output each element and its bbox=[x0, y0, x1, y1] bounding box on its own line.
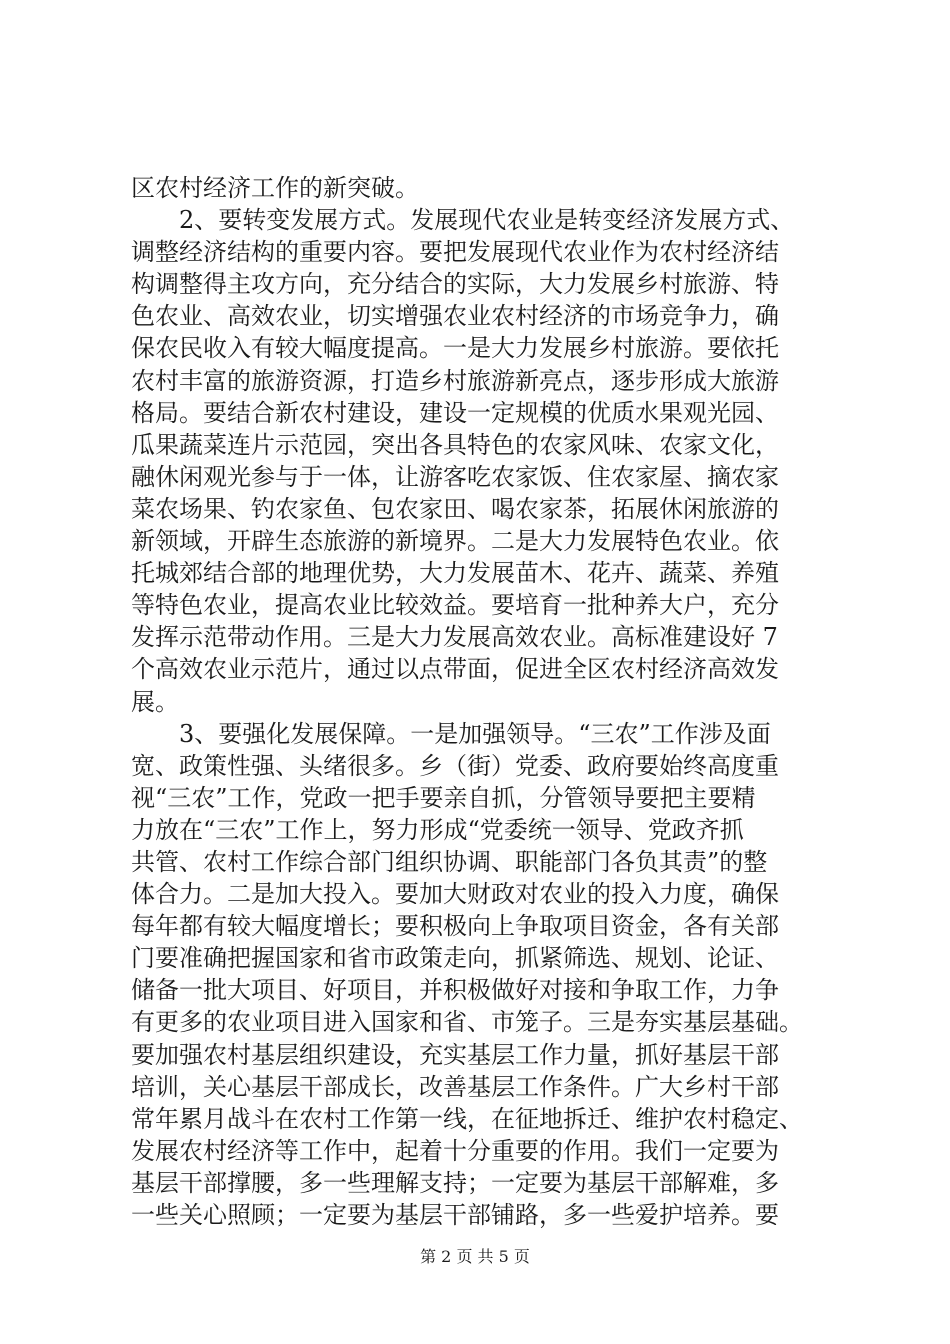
text-line: 个高效农业示范片，通过以点带面，促进全区农村经济高效发 bbox=[131, 655, 779, 684]
text-line: 等特色农业，提高农业比较效益。要培育一批种养大户，充分 bbox=[131, 591, 779, 620]
text-line: 体合力。二是加大投入。要加大财政对农业的投入力度，确保 bbox=[131, 880, 779, 909]
text-line: 共管、农村工作综合部门组织协调、职能部门各负其责”的整 bbox=[131, 847, 768, 876]
text-line: 培训，关心基层干部成长，改善基层工作条件。广大乡村干部 bbox=[131, 1072, 779, 1101]
text-line: 格局。要结合新农村建设，建设一定规模的优质水果观光园、 bbox=[131, 398, 779, 427]
text-line: 保农民收入有较大幅度提高。一是大力发展乡村旅游。要依托 bbox=[131, 334, 779, 363]
page-footer: 第 2 页 共 5 页 bbox=[420, 1247, 530, 1266]
text-line: 托城郊结合部的地理优势，大力发展苗木、花卉、蔬菜、养殖 bbox=[131, 559, 779, 588]
text-line: 每年都有较大幅度增长；要积极向上争取项目资金，各有关部 bbox=[131, 912, 779, 941]
text-line: 视“三农”工作，党政一把手要亲自抓，分管领导要把主要精 bbox=[131, 783, 756, 812]
text-line: 2、要转变发展方式。发展现代农业是转变经济发展方式、 bbox=[179, 206, 795, 235]
text-line: 色农业、高效农业，切实增强农业农村经济的市场竞争力，确 bbox=[131, 302, 779, 331]
text-line: 菜农场果、钓农家鱼、包农家田、喝农家茶，拓展休闲旅游的 bbox=[131, 494, 779, 523]
text-line: 调整经济结构的重要内容。要把发展现代农业作为农村经济结 bbox=[131, 238, 779, 267]
text-line: 一些关心照顾；一定要为基层干部铺路，多一些爱护培养。要 bbox=[131, 1201, 779, 1229]
text-line: 发挥示范带动作用。三是大力发展高效农业。高标准建设好 7 bbox=[131, 623, 778, 652]
text-line: 瓜果蔬菜连片示范园，突出各具特色的农家风味、农家文化， bbox=[131, 430, 779, 459]
text-line: 基层干部撑腰，多一些理解支持；一定要为基层干部解难，多 bbox=[131, 1168, 779, 1197]
text-line: 发展农村经济等工作中，起着十分重要的作用。我们一定要为 bbox=[131, 1136, 779, 1165]
body-text bbox=[131, 172, 831, 1231]
text-line: 储备一批大项目、好项目，并积极做好对接和争取工作，力争 bbox=[131, 976, 779, 1005]
text-line: 3、要强化发展保障。一是加强领导。“三农”工作涉及面 bbox=[179, 719, 771, 748]
text-line: 宽、政策性强、头绪很多。乡（街）党委、政府要始终高度重 bbox=[131, 751, 779, 780]
text-line: 有更多的农业项目进入国家和省、市笼子。三是夯实基层基础。 bbox=[131, 1008, 803, 1037]
text-line: 融休闲观光参与于一体，让游客吃农家饭、住农家屋、摘农家 bbox=[131, 462, 779, 491]
text-line: 新领域，开辟生态旅游的新境界。二是大力发展特色农业。依 bbox=[131, 527, 779, 556]
text-line: 农村丰富的旅游资源，打造乡村旅游新亮点，逐步形成大旅游 bbox=[131, 366, 779, 395]
text-line: 要加强农村基层组织建设，充实基层工作力量，抓好基层干部 bbox=[131, 1040, 779, 1069]
text-line: 力放在“三农”工作上，努力形成“党委统一领导、党政齐抓 bbox=[131, 815, 744, 844]
text-line: 构调整得主攻方向，充分结合的实际，大力发展乡村旅游、特 bbox=[131, 270, 779, 299]
text-line: 常年累月战斗在农村工作第一线，在征地拆迁、维护农村稳定、 bbox=[131, 1104, 803, 1133]
text-line: 区农村经济工作的新突破。 bbox=[131, 174, 419, 202]
text-line: 门要准确把握国家和省市政策走向，抓紧筛选、规划、论证、 bbox=[131, 944, 779, 973]
text-line: 展。 bbox=[131, 687, 179, 716]
